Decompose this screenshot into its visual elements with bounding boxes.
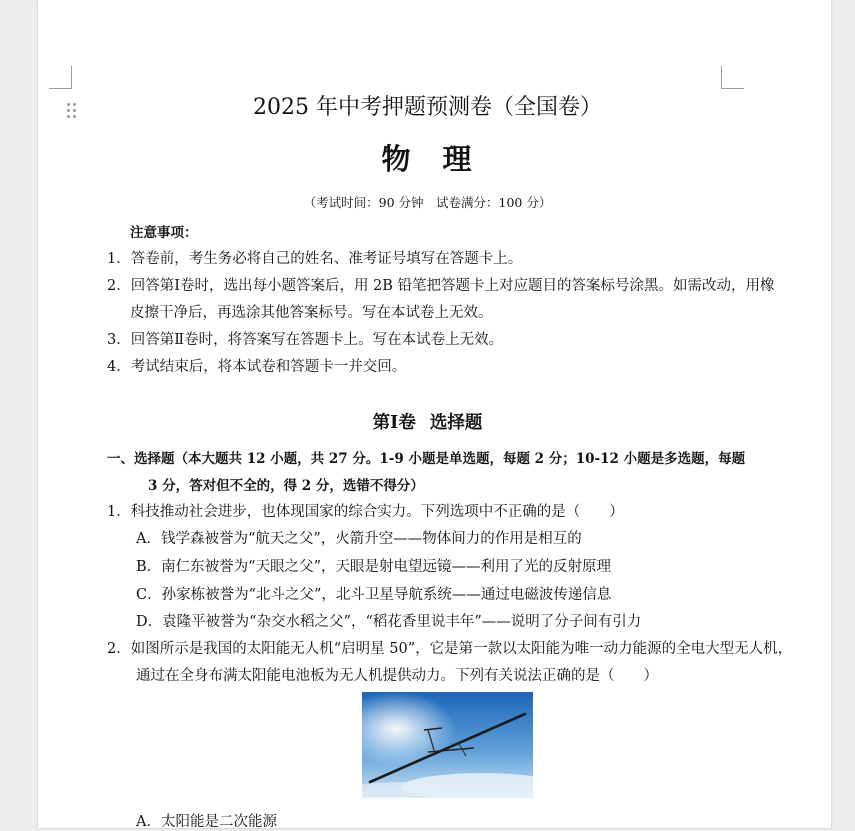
subject-char-2: 理 xyxy=(442,142,474,176)
section-title-part-2: 选择题 xyxy=(429,413,483,433)
question-option: A．钱学森被誉为“航天之父”，火箭升空——物体间力的作用是相互的 xyxy=(136,531,582,547)
notice-item: 1．答卷前，考生务必将自己的姓名、准考证号填写在答题卡上。 xyxy=(107,251,523,267)
margin-corner-top-left xyxy=(49,66,72,89)
notice-item-continuation: 皮擦干净后，再选涂其他答案标号。写在本试卷上无效。 xyxy=(130,305,493,321)
notice-item: 4．考试结束后，将本试卷和答题卡一并交回。 xyxy=(107,359,407,375)
question-option: A．太阳能是二次能源 xyxy=(136,814,277,830)
solar-drone-photo xyxy=(362,692,533,798)
section-title xyxy=(0,409,855,434)
exam-meta: （考试时间：90 分钟 试卷满分：100 分） xyxy=(303,195,552,210)
margin-corner-top-right xyxy=(721,66,744,89)
subject-heading xyxy=(0,137,855,178)
notice-item: 3．回答第Ⅱ卷时，将答案写在答题卡上。写在本试卷上无效。 xyxy=(107,332,504,348)
section-instruction: 一、选择题（本大题共 12 小题，共 27 分。1-9 小题是单选题，每题 2 分；10-12 小题是多选题，每题 xyxy=(107,451,746,467)
question-stem: 1．科技推动社会进步，也体现国家的综合实力。下列选项中不正确的是（ ） xyxy=(107,504,624,520)
subject-char-1: 物 xyxy=(381,142,413,176)
question-option: C．孙家栋被誉为“北斗之父”，北斗卫星导航系统——通过电磁波传递信息 xyxy=(136,587,612,603)
section-instruction-continuation: 3 分，答对但不全的，得 2 分，选错不得分） xyxy=(148,478,424,494)
notice-heading: 注意事项： xyxy=(130,225,198,241)
exam-title: 2025 年中考押题预测卷（全国卷） xyxy=(253,95,602,120)
question-option: D．袁隆平被誉为“杂交水稻之父”，“稻花香里说丰年”——说明了分子间有引力 xyxy=(136,614,642,630)
question-option: B．南仁东被誉为“天眼之父”，天眼是射电望远镜——利用了光的反射原理 xyxy=(136,559,611,575)
notice-item: 2．回答第Ⅰ卷时，选出每小题答案后，用 2B 铅笔把答题卡上对应题目的答案标号涂黑。如需改动，用橡 xyxy=(107,278,775,294)
question-stem: 2．如图所示是我国的太阳能无人机“启明星 50”，它是第一款以太阳能为唯一动力能源的全电大型无人机， xyxy=(107,641,793,657)
section-title-part-1: 第Ⅰ卷 xyxy=(372,413,416,433)
question-stem-continuation: 通过在全身布满太阳能电池板为无人机提供动力。下列有关说法正确的是（ ） xyxy=(136,668,658,684)
